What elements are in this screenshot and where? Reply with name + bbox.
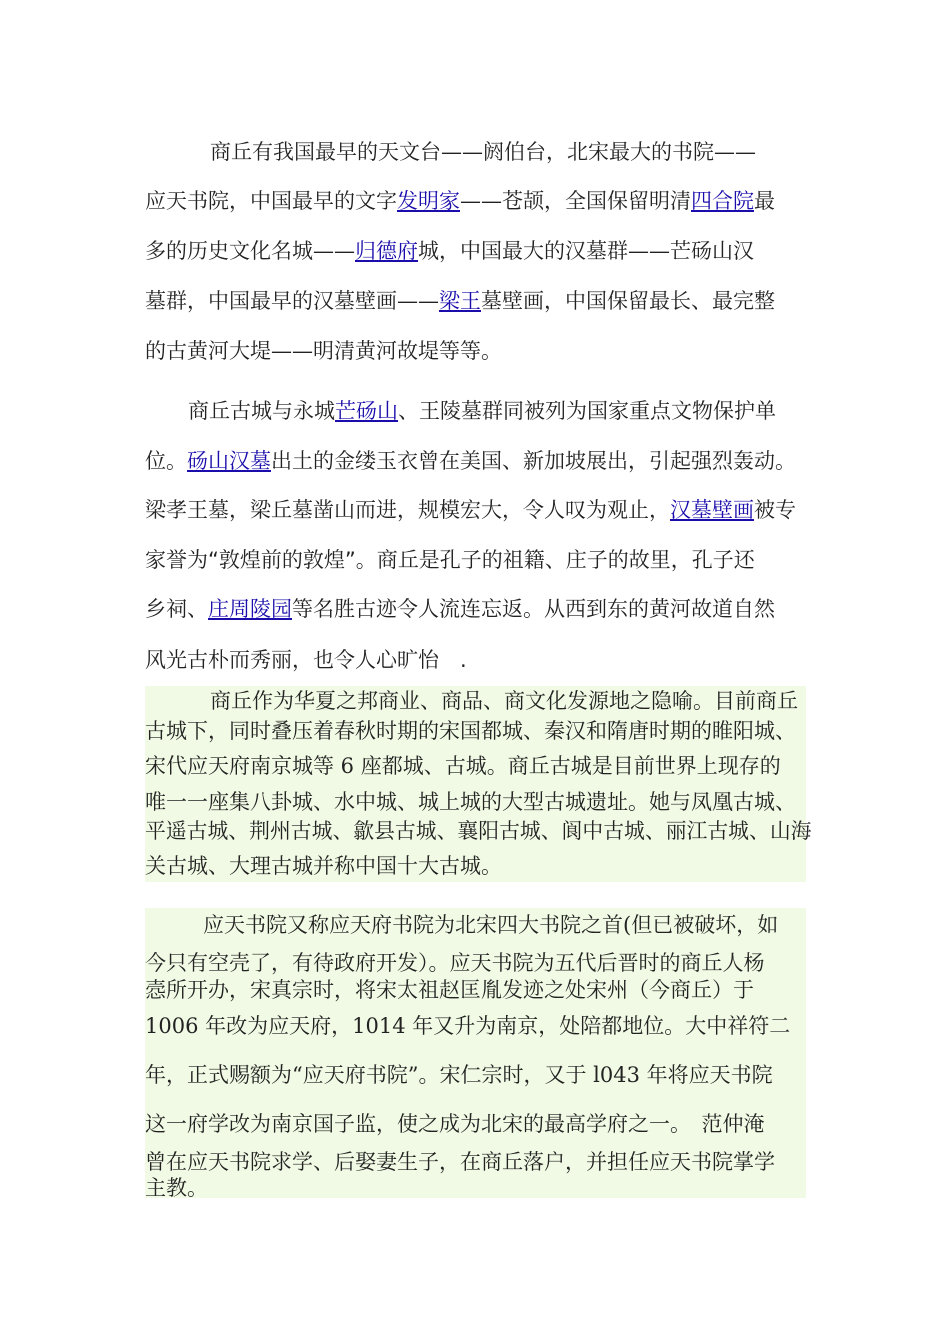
text: 这一府学改为南京国子监，使之成为北宋的最高学府之一。 范仲淹: [145, 1112, 765, 1136]
link-inventor[interactable]: 发明家: [397, 189, 460, 213]
p1-line-5: [145, 336, 502, 366]
text: 应天书院又称应天府书院为北宋四大书院之首(但已被破坏，如: [203, 913, 779, 937]
text: 今只有空壳了，有待政府开发）。应天书院为五代后晋时的商丘人杨: [145, 951, 765, 975]
text: 年，正式赐额为“应天府书院”。宋仁宗时，又于 l043 年将应天书院: [145, 1063, 773, 1087]
text: 位。: [145, 449, 187, 473]
text: 商丘有我国最早的天文台——阏伯台，北宋最大的书院——: [210, 140, 756, 164]
p3-line-3: [145, 751, 781, 781]
text: 、王陵墓群同被列为国家重点文物保护单: [398, 399, 776, 423]
text: 墓群，中国最早的汉墓壁画——: [145, 289, 439, 313]
text: 城，中国最大的汉墓群——芒砀山汉: [418, 239, 754, 263]
text: 商丘古城与永城: [188, 399, 335, 423]
p4-line-3: [145, 975, 754, 1005]
p4-line-1: [203, 910, 778, 940]
text: 的古黄河大堤——明清黄河故堤等等。: [145, 339, 502, 363]
p2-line-1: [188, 396, 776, 426]
text: 被专: [754, 498, 796, 522]
p4-line-5: [145, 1060, 773, 1090]
text: 曾在应天书院求学、后娶妻生子，在商丘落户，并担任应天书院掌学: [145, 1150, 775, 1174]
text: 主教。: [145, 1176, 208, 1200]
p3-line-5: [145, 816, 812, 846]
text: 乡祠、: [145, 597, 208, 621]
p4-line-7: [145, 1147, 775, 1177]
p4-line-2: [145, 948, 765, 978]
p1-line-4: [145, 286, 775, 316]
text: 出土的金缕玉衣曾在美国、新加坡展出，引起强烈轰动。: [271, 449, 796, 473]
text: 1006 年改为应天府，1014 年又升为南京，处陪都地位。大中祥符二: [145, 1014, 791, 1038]
link-dangshan-tomb[interactable]: 砀山汉墓: [187, 449, 271, 473]
p3-line-6: [145, 851, 502, 881]
text: 宋代应天府南京城等 6 座都城、古城。商丘古城是目前世界上现存的: [145, 754, 781, 778]
p4-line-8: [145, 1173, 208, 1203]
text: 古城下，同时叠压着春秋时期的宋国都城、秦汉和隋唐时期的睢阳城、: [145, 719, 796, 743]
text: 平遥古城、荆州古城、歙县古城、襄阳古城、阆中古城、丽江古城、山海: [145, 819, 812, 843]
text: 家誉为“敦煌前的敦煌”。商丘是孔子的祖籍、庄子的故里，孔子还: [145, 548, 755, 572]
p4-line-4: [145, 1011, 790, 1041]
link-liangwang[interactable]: 梁王: [439, 289, 481, 313]
link-guidefu[interactable]: 归德府: [355, 239, 418, 263]
text: 风光古朴而秀丽，也令人心旷怡 .: [145, 648, 467, 672]
text: 梁孝王墓，梁丘墓凿山而进，规模宏大，令人叹为观止，: [145, 498, 670, 522]
p2-line-3: [145, 495, 796, 525]
text: 等名胜古迹令人流连忘返。从西到东的黄河故道自然: [292, 597, 775, 621]
text: 唯一一座集八卦城、水中城、城上城的大型古城遗址。她与凤凰古城、: [145, 790, 796, 814]
text: 最: [754, 189, 775, 213]
text: 墓壁画，中国保留最长、最完整: [481, 289, 775, 313]
p3-line-1: [210, 686, 798, 716]
p3-line-2: [145, 716, 796, 746]
text: 关古城、大理古城并称中国十大古城。: [145, 854, 502, 878]
p1-line-2: [145, 186, 775, 216]
p3-line-4: [145, 787, 796, 817]
link-siheyuan[interactable]: 四合院: [691, 189, 754, 213]
p4-line-6: [145, 1109, 765, 1139]
p1-line-3: [145, 236, 754, 266]
text: 悫所开办，宋真宗时，将宋太祖赵匡胤发迹之处宋州（今商丘）于: [145, 978, 754, 1002]
link-mangdangshan[interactable]: 芒砀山: [335, 399, 398, 423]
text: 商丘作为华夏之邦商业、商品、商文化发源地之隐喻。目前商丘: [210, 689, 798, 713]
text: 多的历史文化名城——: [145, 239, 355, 263]
p2-line-6: [145, 645, 467, 675]
text: 应天书院，中国最早的文字: [145, 189, 397, 213]
link-tomb-mural[interactable]: 汉墓壁画: [670, 498, 754, 522]
p2-line-4: [145, 545, 755, 575]
p1-line-1: [210, 137, 756, 167]
link-zhuangzhou-tomb[interactable]: 庄周陵园: [208, 597, 292, 621]
text: ——苍颉，全国保留明清: [460, 189, 691, 213]
p2-line-2: [145, 446, 796, 476]
p2-line-5: [145, 594, 775, 624]
